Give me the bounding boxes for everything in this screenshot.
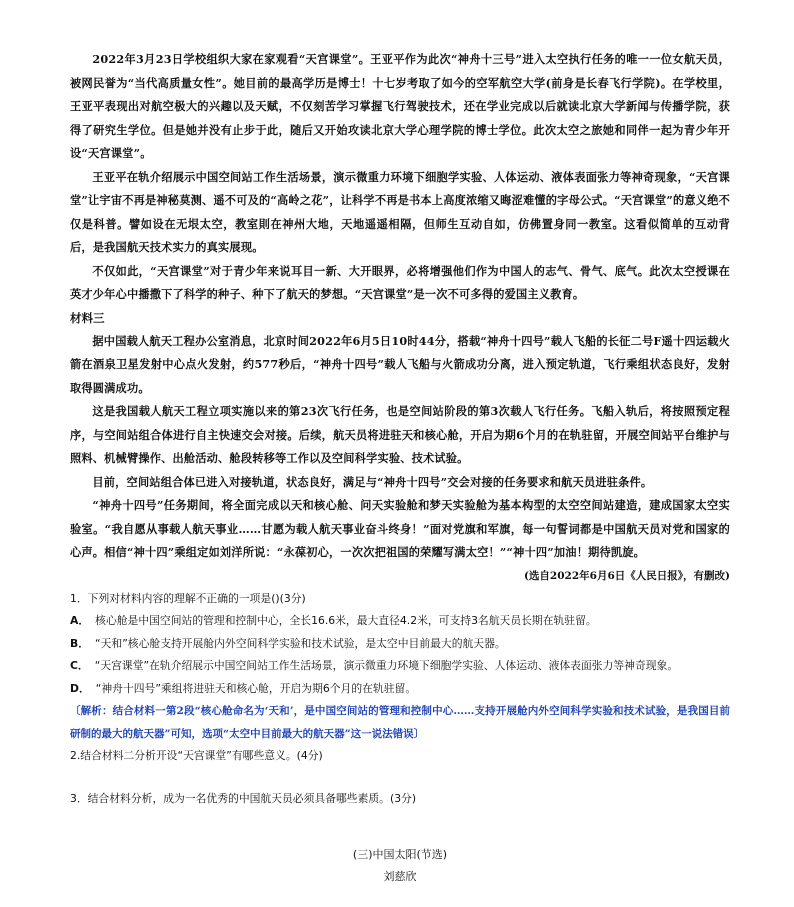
material3-paragraph-4: “神舟十四号”任务期间，将全面完成以天和核心舱、问天实验舱和梦天实验舱为基本构型的太空空间站建造，建成国家太空实验室。“我自愿从事载人航天事业……甘愿为载人航天事业奋斗终身！”面对党旗和军旗，每一句誓词都是中国航天员对党和国家的心声。相信“神十四”乘组定如刘洋所说：“永葆初心，一次次把祖国的荣耀写满太空！”“神十四”加油！期待凯旋。 (70, 498, 730, 559)
material3-source: (选自2022年6月6日《人民日报》，有删改) (523, 569, 730, 582)
option-text: 核心舱是中国空间站的管理和控制中心，全长16.6米，最大直径4.2米，可支持3名航天员长期在轨驻留。 (95, 614, 597, 627)
document-page (70, 48, 730, 888)
material3-paragraph-1: 据中国载人航天工程办公室消息，北京时间2022年6月5日10时44分，搭载“神舟十四号”载人飞船的长征二号F遥十四运载火箭在酒泉卫星发射中心点火发射，约577秒后，“神舟十四号”载人飞船与火箭成功分离，进入预定轨道，飞行乘组状态良好，发射取得圆满成功。 (70, 333, 730, 395)
option-text: “天宫课堂”在轨介绍展示中国空间站工作生活场景，演示微重力环境下细胞学实验、人体运动、液体表面张力等神奇现象。 (94, 659, 679, 672)
material3-paragraph-3: 目前，空间站组合体已进入对接轨道，状态良好，满足与“神舟十四号”交会对接的任务要求和航天员进驻条件。 (92, 474, 653, 489)
question-1-stem: 1．下列对材料内容的理解不正确的一项是()(3分) (70, 591, 306, 605)
option-letter: B． (70, 636, 90, 650)
material2-paragraph-3: 不仅如此，“天宫课堂”对于青少年来说耳目一新、大开眼界，必将增强他们作为中国人的志气、骨气、底气。此次太空授课在英才少年心中播撒下了科学的种子、种下了航天的梦想。“天宫课堂”是一次不可多得的爱国主义教育。 (70, 263, 730, 301)
question-3-stem: 3．结合材料分析，成为一名优秀的中国航天员必须具备哪些素质。(3分) (70, 791, 417, 805)
question-1-option-b (70, 633, 730, 656)
option-letter: D． (70, 681, 90, 695)
section-3-author: 刘慈欣 (383, 870, 417, 883)
answer-space (70, 810, 730, 830)
material3-paragraph-2: 这是我国载人航天工程立项实施以来的第23次飞行任务，也是空间站阶段的第3次载人飞行任务。飞船入轨后，将按照预定程序，与空间站组合体进行自主快速交会对接。后续，航天员将进驻天和核心舱，开启为期6个月的在轨驻留，开展空间站平台维护与照料、机械臂操作、出舱活动、舱段转移等工作以及空间科学实验、技术试验。 (70, 404, 730, 465)
option-text: “神舟十四号”乘组将进驻天和核心舱，开启为期6个月的在轨驻留。 (95, 681, 417, 695)
section-3-title: (三)中国太阳(节选) (352, 848, 448, 861)
option-letter: C． (70, 659, 89, 672)
option-text: “天和”核心舱支持开展舱内外空间科学实验和技术试验，是太空中目前最大的航天器。 (95, 636, 506, 650)
question-1-option-d (70, 678, 730, 701)
question-1-option-c (70, 655, 730, 678)
answer-space (70, 768, 730, 788)
question-2-stem: 2.结合材料二分析开设“天宫课堂”有哪些意义。(4分) (70, 749, 323, 762)
material2-paragraph-1: 2022年3月23日学校组织大家在家观看“天宫课堂”。王亚平作为此次“神舟十三号”进入太空执行任务的唯一一位女航天员，被网民誉为“当代高质量女性”。她目前的最高学历是博士！十七岁考取了如今的空军航空大学(前身是长春飞行学院)。在学校里，王亚平表现出对航空极大的兴趣以及天赋，不仅刻苦学习掌握飞行驾驶技术，还在学业完成以后就读北京大学新闻与传播学院，获得了研究生学位。但是她并没有止步于此，随后又开始攻读北京大学心理学院的博士学位。此次太空之旅她和同伴一起为青少年开设“天宫课堂”。 (70, 52, 730, 160)
option-letter: A． (70, 614, 90, 627)
question-1-option-a (70, 610, 730, 633)
material2-paragraph-2: 王亚平在轨介绍展示中国空间站工作生活场景，演示微重力环境下细胞学实验、人体运动、液体表面张力等神奇现象，“天宫课堂”让宇宙不再是神秘莫测、遥不可及的“高岭之花”，让科学不再是书本上高度浓缩又晦涩难懂的字母公式。“天宫课堂”的意义绝不仅是科普。譬如设在无垠太空，教室則在神州大地，天地遥遥相隔，但师生互动自如，仿佛置身同一教室。这看似简单的互动背后，是我国航天技术实力的真实展现。 (70, 169, 730, 254)
question-1-analysis: 〔解析：结合材料一第2段“核心舱命名为‘天和’，是中国空间站的管理和控制中心……支持开展舱内外空间科学实验和技术试验，是我国目前研制的最大的航天器”可知，选项“太空中目前最大的航天器”这一说法错误〕 (70, 705, 730, 740)
material3-heading: 材料三 (70, 310, 105, 325)
